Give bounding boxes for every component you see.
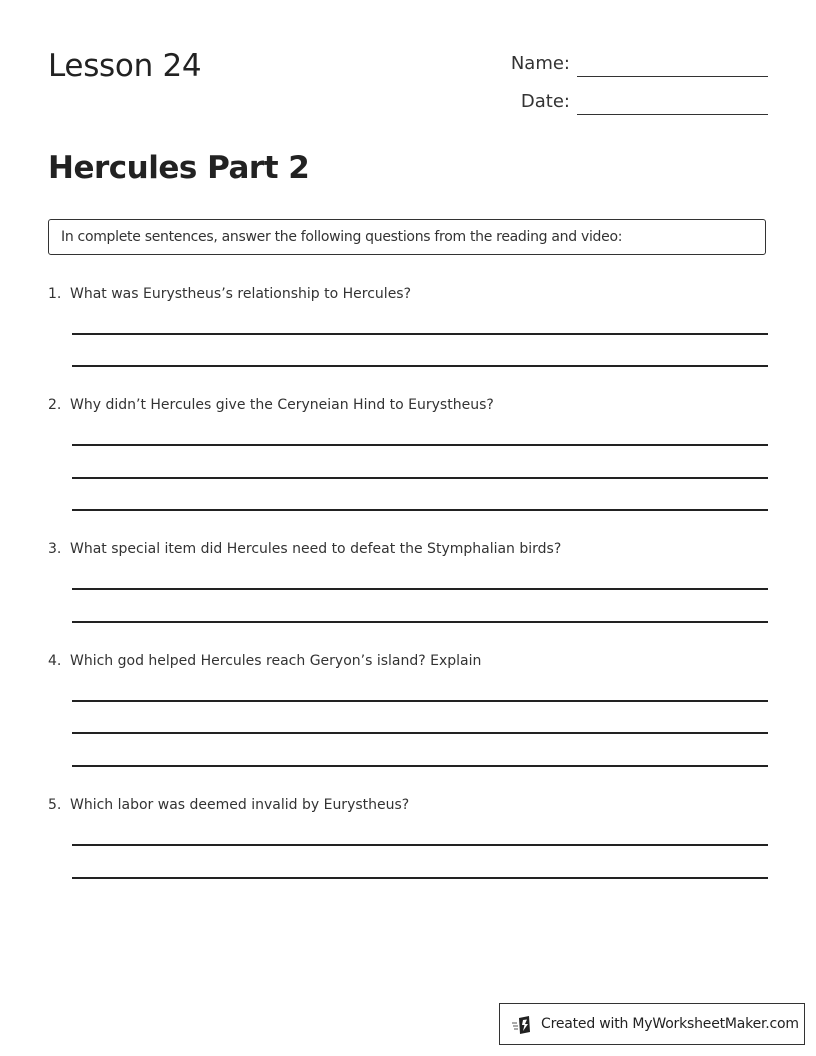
question-text: Why didn’t Hercules give the Ceryneian Hind to Eurystheus? <box>70 397 494 413</box>
question-text: What special item did Hercules need to defeat the Stymphalian birds? <box>70 541 562 557</box>
question-text: Which labor was deemed invalid by Eurystheus? <box>70 797 410 813</box>
answer-line[interactable] <box>72 365 768 367</box>
answer-line[interactable] <box>72 765 768 767</box>
worksheet-maker-logo-icon <box>512 1015 532 1035</box>
answer-line[interactable] <box>72 509 768 511</box>
answer-line[interactable] <box>72 732 768 734</box>
question-text: Which god helped Hercules reach Geryon’s island? Explain <box>70 653 482 669</box>
date-field[interactable] <box>577 114 768 115</box>
question-text: What was Eurystheus’s relationship to Hercules? <box>70 286 412 302</box>
question-2 <box>48 397 494 413</box>
date-label: Date: <box>520 91 570 112</box>
name-label: Name: <box>510 53 570 74</box>
question-number: 2. <box>48 397 62 413</box>
answer-line[interactable] <box>72 588 768 590</box>
question-number: 1. <box>48 286 62 302</box>
question-number: 4. <box>48 653 62 669</box>
name-field[interactable] <box>577 76 768 77</box>
question-1 <box>48 286 411 302</box>
instructions-text: In complete sentences, answer the following questions from the reading and video: <box>61 229 623 245</box>
question-5 <box>48 797 409 813</box>
answer-line[interactable] <box>72 444 768 446</box>
question-3 <box>48 541 561 557</box>
answer-line[interactable] <box>72 333 768 335</box>
lesson-label: Lesson 24 <box>48 48 202 84</box>
question-number: 3. <box>48 541 62 557</box>
instructions-box <box>48 219 766 255</box>
answer-line[interactable] <box>72 477 768 479</box>
answer-line[interactable] <box>72 877 768 879</box>
answer-line[interactable] <box>72 700 768 702</box>
question-4 <box>48 653 481 669</box>
page-title: Hercules Part 2 <box>48 150 310 186</box>
answer-line[interactable] <box>72 621 768 623</box>
footer-badge[interactable] <box>499 1003 805 1045</box>
question-number: 5. <box>48 797 62 813</box>
answer-line[interactable] <box>72 844 768 846</box>
footer-text: Created with MyWorksheetMaker.com <box>541 1016 799 1032</box>
